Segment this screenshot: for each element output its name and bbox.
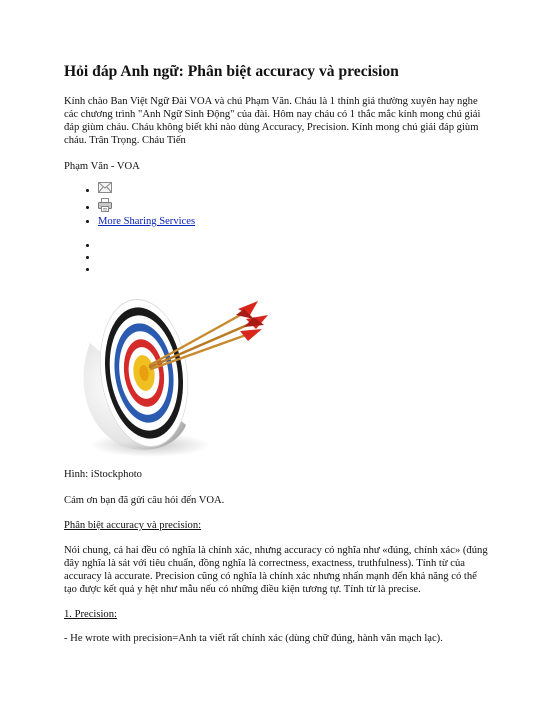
example-sentence: - He wrote with precision=Anh ta viết rất chính xác (dùng chữ đúng, hành văn mạch lạc). <box>64 633 443 644</box>
article-content <box>64 62 490 645</box>
share-item-more <box>98 214 490 230</box>
image-caption: Hình: iStockphoto <box>64 469 142 480</box>
section-title: Phân biệt accuracy và precision: <box>64 520 202 531</box>
list-item <box>98 263 490 275</box>
thanks-text: Cám ơn bạn đã gửi câu hỏi đến VOA. <box>64 495 225 506</box>
share-item-email <box>98 182 490 198</box>
reader-question: Kính chào Ban Việt Ngữ Đài VOA và chú Phạm Văn. Cháu là 1 thính giả thường xuyên hay nghe các chương trình "Anh Ngữ Sinh Động" của đài. Hôm nay cháu có 1 thắc mắc kính mong chú giải đáp giùm cháu. Cháu không biết khi nào dùng Accuracy, Precision. Kính mong chú giải đáp giùm cháu. Trân Trọng. Cháu Tiến <box>64 96 481 146</box>
email-icon[interactable] <box>98 182 112 199</box>
share-list <box>64 182 490 230</box>
list-item <box>98 239 490 251</box>
list-item <box>98 251 490 263</box>
share-item-print <box>98 198 490 214</box>
empty-list <box>64 239 490 275</box>
more-sharing-link[interactable]: More Sharing Services <box>98 216 196 227</box>
section-body: Nói chung, cả hai đều có nghĩa là chính xác, nhưng accuracy có nghĩa như «đúng, chính xác» (đúng đây nghĩa là sát với tiêu chuẩn, đồng nghĩa là correctness, exactness, truthfulness). Tính từ của accuracy là accurate. Precision cũng có nghĩa là chính xác nhưng nhấn mạnh đến khả năng có thể tạo được kết quả y hệt như mẫu nếu có những điều kiện tương tự. Tính từ là precise. <box>64 545 488 595</box>
article-title: Hỏi đáp Anh ngữ: Phân biệt accuracy và precision <box>64 63 399 80</box>
archery-target-image <box>68 285 278 465</box>
article-author: Phạm Văn - VOA <box>64 161 140 172</box>
subsection-title: 1. Precision: <box>64 609 117 620</box>
